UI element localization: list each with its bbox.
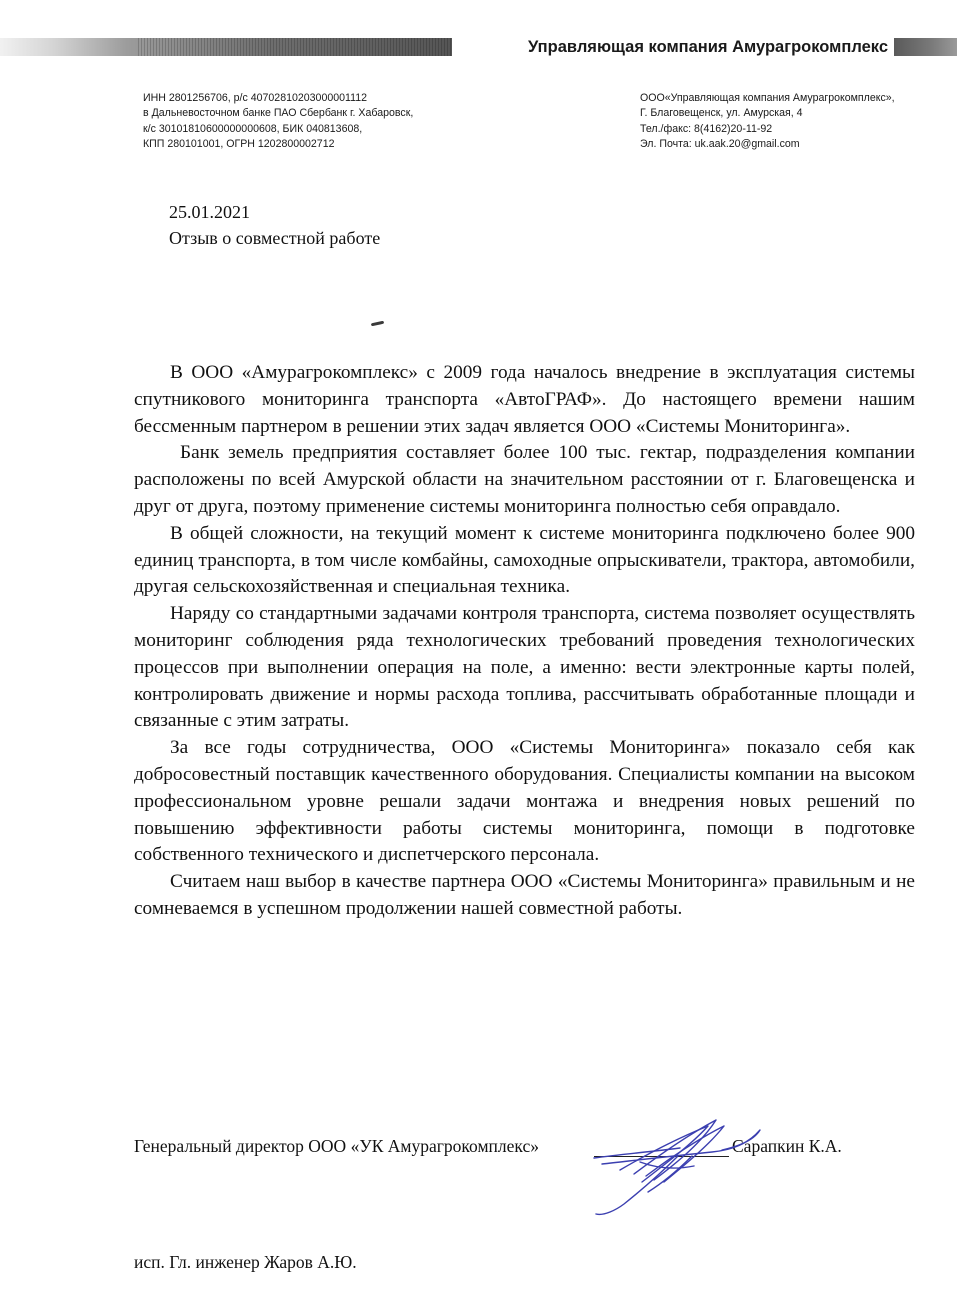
letter-body (134, 360, 915, 923)
requisites-bank-line: к/с 30101810600000000608, БИК 040813608, (143, 122, 363, 135)
body-paragraph: Наряду со стандартными задачами контроля транспорта, система позволяет осуществлять мониторинг соблюдения ряда технологических требований проведения технологических процессов при выполнении операция на поле, а именно: вести электронные карты полей, контролировать движение и нормы расхода топлива, рассчитывать обработанные площади и связанные с этим затраты. (134, 603, 915, 732)
letterhead-company-name: Управляющая компания Амурагрокомплекс (528, 38, 888, 56)
executor-line: исп. Гл. инженер Жаров А.Ю. (134, 1252, 357, 1272)
requisites-contact-line: Эл. Почта: uk.aak.20@gmail.com (640, 137, 800, 150)
scan-speck (371, 321, 384, 327)
letterhead-bar-right (894, 38, 957, 56)
signatory-name: Сарапкин К.А. (732, 1136, 842, 1156)
body-paragraph: За все годы сотрудничества, ООО «Системы Мониторинга» показало себя как добросовестный поставщик качественного оборудования. Специалисты компании на высоком профессиональном уровне решали задачи монтажа и внедрения новых решений по повышению эффективности работы системы мониторинга, помощи в подготовке собственного технического и диспетчерского персонала. (134, 737, 915, 866)
letter-date: 25.01.2021 (169, 202, 250, 222)
requisites-bank-line: ИНН 2801256706, р/с 40702810203000001112 (143, 92, 367, 104)
requisites-bank-block (143, 91, 413, 152)
signatory-title: Генеральный директор ООО «УК Амурагрокомплекс» (134, 1136, 539, 1156)
requisites-contact-line: Тел./факс: 8(4162)20-11-92 (640, 122, 773, 135)
letterhead-bar-left (0, 38, 452, 56)
body-paragraph: В общей сложности, на текущий момент к системе мониторинга подключено более 900 единиц транспорта, в том числе комбайны, самоходные опрыскиватели, трактора, автомобили, другая сельскохозяйственная и специальная техника. (134, 522, 915, 598)
body-paragraph: Банк земель предприятия составляет более 100 тыс. гектар, подразделения компании расположены по всей Амурской области на значительном расстоянии от г. Благовещенска и друг от друга, поэтому применение системы мониторинга полностью себя оправдало. (134, 442, 915, 517)
handwritten-signature (582, 1112, 772, 1216)
requisites-contact-block (640, 91, 895, 152)
requisites-contact-line: ООО«Управляющая компания Амурагрокомплекс», (640, 92, 895, 104)
requisites-contact-line: Г. Благовещенск, ул. Амурская, 4 (640, 107, 803, 120)
body-paragraph: В ООО «Амурагрокомплекс» с 2009 года началось внедрение в эксплуатация системы спутникового мониторинга транспорта «АвтоГРАФ». До настоящего времени нашим бессменным партнером в решении этих задач является ООО «Системы Мониторинга». (134, 362, 915, 437)
body-paragraph: Считаем наш выбор в качестве партнера ООО «Системы Мониторинга» правильным и не сомневаемся в успешном продолжении нашей совместной работы. (134, 871, 915, 919)
letter-subject: Отзыв о совместной работе (169, 228, 381, 248)
requisites-bank-line: КПП 280101001, ОГРН 1202800002712 (143, 137, 335, 150)
requisites-bank-line: в Дальневосточном банке ПАО Сбербанк г. Хабаровск, (143, 107, 414, 120)
